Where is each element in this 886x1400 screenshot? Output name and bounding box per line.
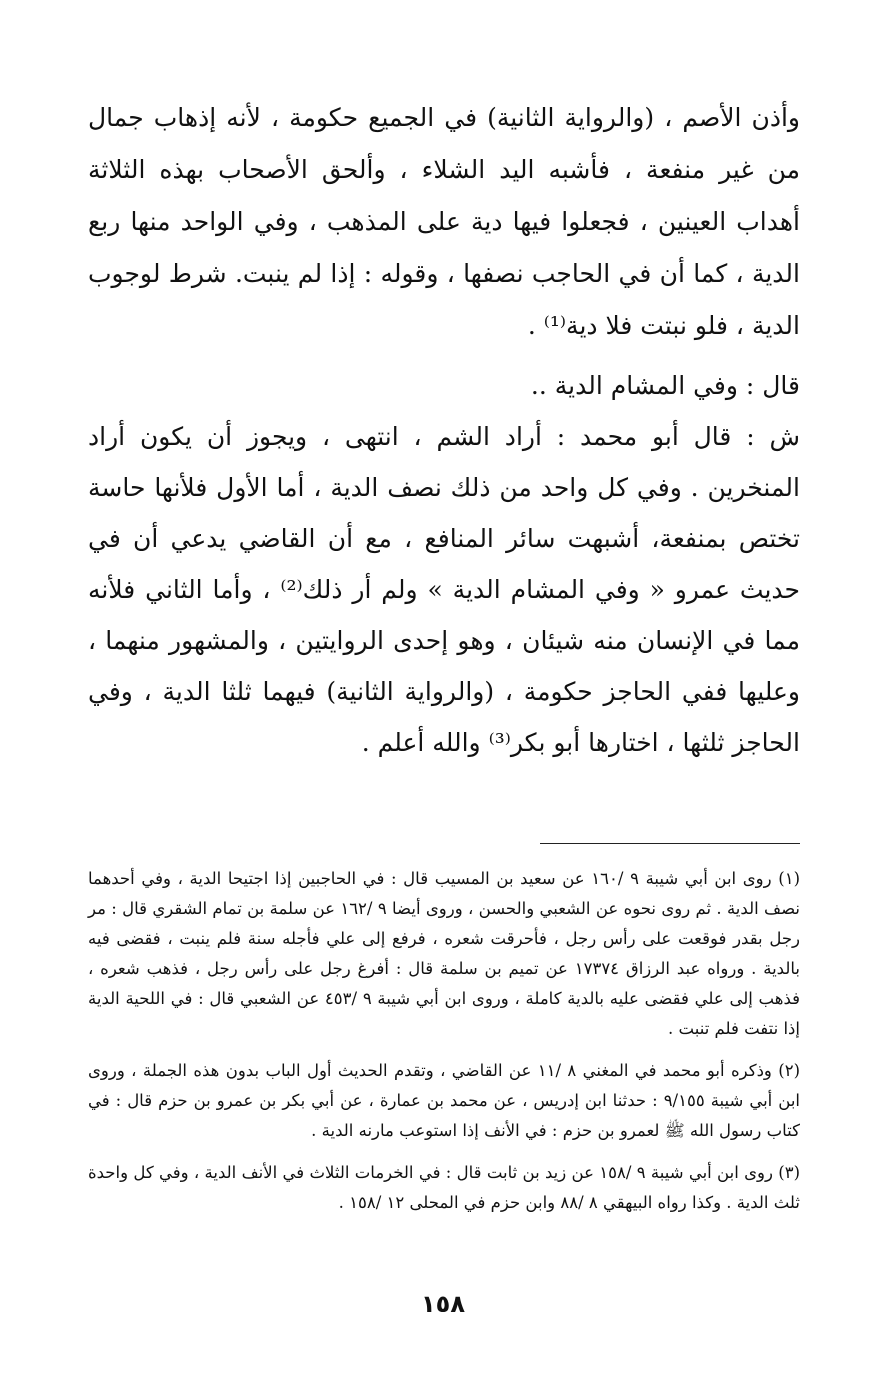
paragraph-3: ش : قال أبو محمد : أراد الشم ، انتهى ، ويجوز أن يكون أراد المنخرين . وفي كل واحد من ذلك نصف الدية ، أما الأول فلأنها حاسة تختص بمنفعة، أشبهت سائر المنافع ، مع أن القاضي يدعي أن في حديث عمرو « وفي المشام الدية » ولم أر ذلك⁽²⁾ ، وأما الثاني فلأنه مما في الإنسان منه شيئان ، وهو إحدى الروايتين ، والمشهور منهما ، وعليها ففي الحاجز حكومة ، (والرواية الثانية) فيهما ثلثا الدية ، وفي الحاجز ثلثها ، اختارها أبو بكر⁽³⁾ والله أعلم . — [88, 422, 801, 757]
footnote-separator — [540, 843, 800, 844]
footnote-3: (٣) روى ابن أبي شيبة ٩ /١٥٨ عن زيد بن ثابت قال : في الخرمات الثلاث في الأنف الدية ، وفي كل واحدة ثلث الدية . وكذا رواه البيهقي ٨ /٨٨ وابن حزم في المحلى ١٢ /١٥٨ . — [88, 1163, 801, 1212]
footnote-1: (١) روى ابن أبي شيبة ٩ /١٦٠ عن سعيد بن المسيب قال : في الحاجبين إذا اجتيحا الدية ، وفي أحدهما نصف الدية . ثم روى نحوه عن الشعبي والحسن ، وروى أيضا ٩ /١٦٢ عن سلمة بن تمام الشقري قال : مر رجل بقدر فوقعت على رأس رجل ، فأحرقت شعره ، فرفع إلى علي فأجله سنة فلم ينبت ، فقضى فيه بالدية . ورواه عبد الرزاق ١٧٣٧٤ عن تميم بن سلمة قال : أفرغ رجل على رأس رجل ، فذهب شعره ، فذهب إلى علي فقضى عليه بالدية كاملة ، وروى ابن أبي شيبة ٩ /٤٥٣ عن الشعبي قال : في اللحية الدية إذا نتفت فلم تنبت . — [88, 869, 801, 1038]
paragraph-1: وأذن الأصم ، (والرواية الثانية) في الجميع حكومة ، لأنه إذهاب جمال من غير منفعة ، فأشبه اليد الشلاء ، وألحق الأصحاب بهذه الثلاثة أهداب العينين ، فجعلوا فيها دية على المذهب ، وفي الواحد منها ربع الدية ، كما أن في الحاجب نصفها ، وقوله : إذا لم ينبت. شرط لوجوب الدية ، فلو نبتت فلا دية⁽¹⁾ . — [88, 103, 800, 340]
footnotes — [88, 864, 800, 1230]
footnote-2: (٢) وذكره أبو محمد في المغني ٨ /١١ عن القاضي ، وتقدم الحديث أول الباب بدون هذه الجملة ، وروى ابن أبي شيبة ٩/١٥٥ : حدثنا ابن إدريس ، عن محمد بن عمارة ، عن أبي بكر بن عمرو بن حزم قال : في كتاب رسول الله ﷺ لعمرو بن حزم : في الأنف إذا استوعب مارنه الدية . — [88, 1061, 801, 1140]
main-text — [88, 92, 800, 768]
paragraph-2: قال : وفي المشام الدية .. — [530, 371, 800, 400]
page-number: ١٥٨ — [421, 1290, 465, 1318]
